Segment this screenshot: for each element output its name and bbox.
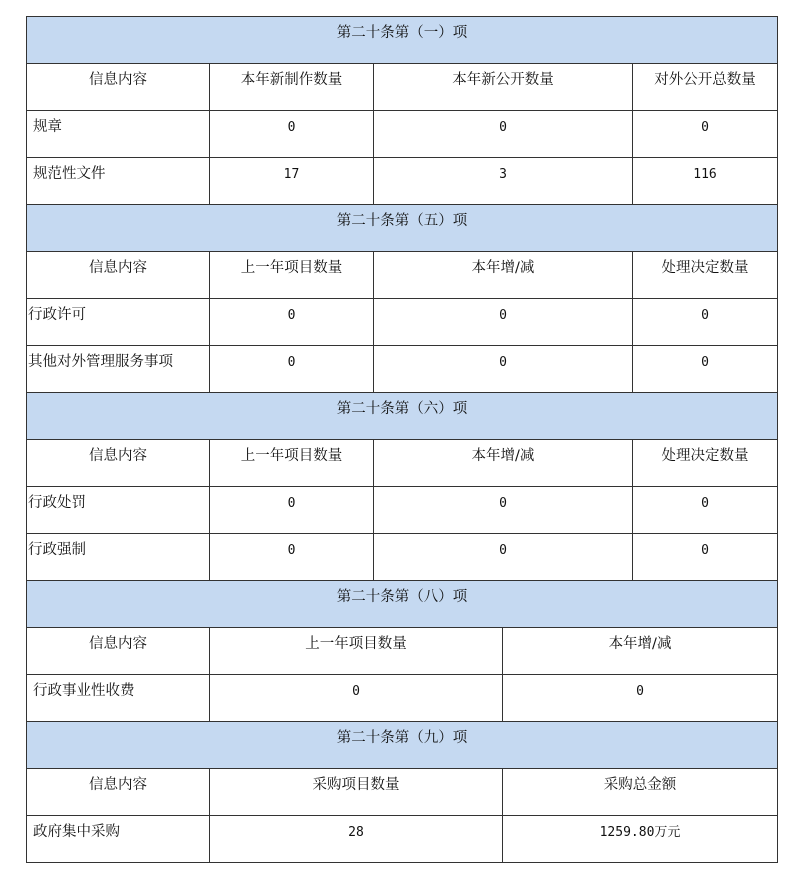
cell-value: 0 [633,299,778,346]
cell-value: 0 [503,675,778,722]
column-header: 上一年项目数量 [210,628,503,675]
section-title: 第二十条第（八）项 [27,581,778,628]
row-label: 行政处罚 [27,487,210,534]
section-title: 第二十条第（一）项 [27,17,778,64]
cell-value: 0 [633,346,778,393]
column-header: 本年新公开数量 [374,64,633,111]
column-header: 本年增/减 [374,252,633,299]
cell-value: 0 [210,534,374,581]
table-row [27,675,778,722]
cell-value: 0 [210,487,374,534]
table-row [27,534,778,581]
cell-value: 0 [210,111,374,158]
cell-value: 0 [633,534,778,581]
column-header-row [27,440,778,487]
section-title: 第二十条第（六）项 [27,393,778,440]
cell-value: 3 [374,158,633,205]
row-label: 行政强制 [27,534,210,581]
section-title-row [27,205,778,252]
section-title-row [27,17,778,64]
column-header: 采购项目数量 [210,769,503,816]
section-title: 第二十条第（五）项 [27,205,778,252]
cell-value: 17 [210,158,374,205]
table-row [27,816,778,863]
column-header: 对外公开总数量 [633,64,778,111]
column-header: 信息内容 [27,440,210,487]
row-label: 其他对外管理服务事项 [27,346,210,393]
section-title-row [27,722,778,769]
column-header-row [27,252,778,299]
table-row [27,299,778,346]
table-row [27,487,778,534]
table-row [27,346,778,393]
cell-value: 0 [374,534,633,581]
cell-value: 0 [374,111,633,158]
row-label: 行政事业性收费 [27,675,210,722]
section-title-row [27,393,778,440]
row-label: 规范性文件 [27,158,210,205]
column-header: 采购总金额 [503,769,778,816]
cell-value: 0 [374,346,633,393]
cell-value: 28 [210,816,503,863]
cell-value: 0 [633,487,778,534]
column-header-row [27,769,778,816]
table-row [27,111,778,158]
column-header: 处理决定数量 [633,252,778,299]
column-header: 上一年项目数量 [210,440,374,487]
column-header: 本年新制作数量 [210,64,374,111]
column-header: 本年增/减 [374,440,633,487]
table-row [27,158,778,205]
cell-value: 0 [633,111,778,158]
row-label: 政府集中采购 [27,816,210,863]
column-header: 信息内容 [27,769,210,816]
section-title-row [27,581,778,628]
row-label: 行政许可 [27,299,210,346]
section-title: 第二十条第（九）项 [27,722,778,769]
column-header: 信息内容 [27,628,210,675]
cell-value: 116 [633,158,778,205]
column-header: 信息内容 [27,64,210,111]
cell-value: 0 [210,299,374,346]
column-header: 信息内容 [27,252,210,299]
column-header: 处理决定数量 [633,440,778,487]
column-header: 本年增/减 [503,628,778,675]
cell-value: 0 [374,299,633,346]
cell-value: 0 [374,487,633,534]
cell-value: 0 [210,346,374,393]
disclosure-table [26,16,778,863]
row-label: 规章 [27,111,210,158]
cell-value: 1259.80万元 [503,816,778,863]
column-header-row [27,628,778,675]
column-header: 上一年项目数量 [210,252,374,299]
cell-value: 0 [210,675,503,722]
column-header-row [27,64,778,111]
